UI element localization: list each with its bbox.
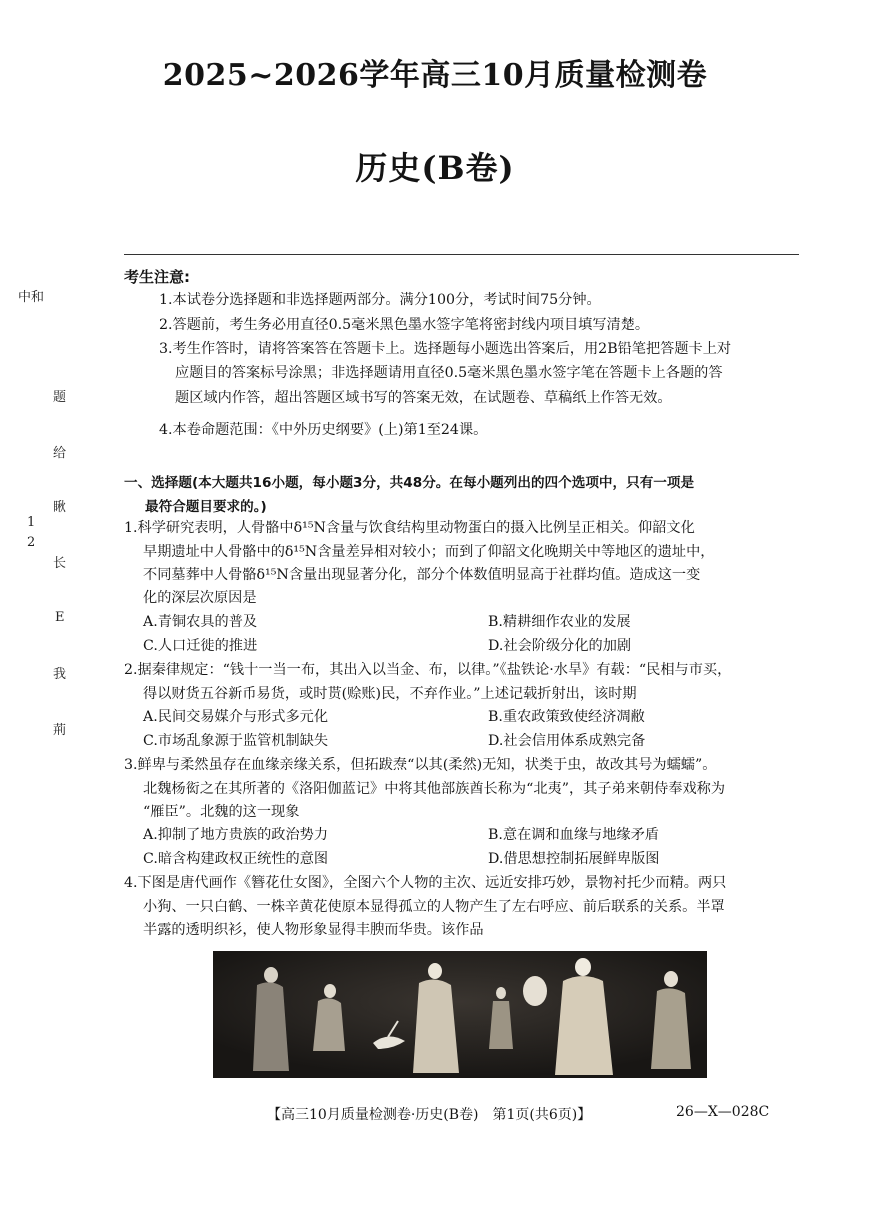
section-heading-cont: 最符合题目要求的。) <box>145 499 267 515</box>
gutter-char: 瞅 <box>53 500 67 515</box>
question-4-stem: 半露的透明织衫，使人物形象显得丰腴而华贵。该作品 <box>143 922 484 938</box>
question-3-stem: 3.鲜卑与柔然虽存在血缘亲缘关系，但拓跋焘“以其(柔然)无知，状类于虫，故改其号为蠕蠕”。 <box>124 757 717 773</box>
option-1c: C.人口迁徙的推进 <box>143 638 258 654</box>
question-1-stem: 化的深层次原因是 <box>143 590 257 606</box>
notice-line: 3.考生作答时，请将答案答在答题卡上。选择题每小题选出答案后，用2B铅笔把答题卡上对 <box>159 341 732 357</box>
option-2b: B.重农政策致使经济凋敝 <box>488 709 645 725</box>
notice-line: 2.答题前，考生务必用直径0.5毫米黑色墨水签字笔将密封线内项目填写清楚。 <box>159 317 650 333</box>
option-2c: C.市场乱象源于监管机制缺失 <box>143 733 329 749</box>
footer-code: 26—X—028C <box>676 1104 770 1120</box>
question-3-stem: 北魏杨衒之在其所著的《洛阳伽蓝记》中将其他部族酋长称为“北夷”，其子弟来朝侍奉戏称为 <box>143 781 726 797</box>
divider <box>124 254 799 255</box>
gutter-char: 荊 <box>53 723 67 738</box>
notice-line: 4.本卷命题范围：《中外历史纲要》(上)第1至24课。 <box>159 422 488 438</box>
painting-figures <box>213 951 707 1078</box>
question-4-stem: 小狗、一只白鹤、一株辛黄花使原本显得孤立的人物产生了左右呼应、前后联系的关系。半罩 <box>143 899 725 915</box>
option-3b: B.意在调和血缘与地缘矛盾 <box>488 827 659 843</box>
question-1-stem: 1.科学研究表明，人骨骼中δ¹⁵N含量与饮食结构里动物蛋白的摄入比例呈正相关。仰韶文化 <box>124 520 695 536</box>
gutter-char: 长 <box>53 556 67 571</box>
notice-heading: 考生注意: <box>124 268 190 286</box>
gutter-char: 给 <box>53 446 67 461</box>
option-1b: B.精耕细作农业的发展 <box>488 614 631 630</box>
exam-title: 2025~2026学年高三10月质量检测卷 <box>162 58 708 93</box>
option-3c: C.暗含构建政权正统性的意图 <box>143 851 329 867</box>
question-2-stem: 2.据秦律规定：“钱十一当一布，其出入以当金、布，以律。”《盐铁论·水旱》有载：“民相与市买， <box>124 662 732 678</box>
notice-line: 应题目的答案标号涂黑；非选择题请用直径0.5毫米黑色墨水签字笔在答题卡上各题的答 <box>175 365 723 381</box>
gutter-char: 题 <box>53 390 67 405</box>
question-3-stem: “雁臣”。北魏的这一现象 <box>143 804 300 820</box>
section-heading: 一、选择题(本大题共16小题，每小题3分，共48分。在每小题列出的四个选项中，只有一项是 <box>124 475 695 491</box>
notice-line: 1.本试卷分选择题和非选择题两部分。满分100分，考试时间75分钟。 <box>159 292 601 308</box>
gutter-char: E <box>55 610 65 625</box>
question-4-stem: 4.下图是唐代画作《簪花仕女图》，全图六个人物的主次、远近安排巧妙，景物衬托少而精。两只 <box>124 875 727 891</box>
option-1d: D.社会阶级分化的加剧 <box>488 638 632 654</box>
notice-line: 题区域内作答，超出答题区域书写的答案无效，在试题卷、草稿纸上作答无效。 <box>175 390 672 406</box>
option-1a: A.青铜农具的普及 <box>143 614 258 630</box>
option-2a: A.民间交易媒介与形式多元化 <box>143 709 329 725</box>
question-1-stem: 不同墓葬中人骨骼δ¹⁵N含量出现显著分化，部分个体数值明显高于社群均值。造成这一变 <box>143 567 701 583</box>
option-2d: D.社会信用体系成熟完备 <box>488 733 646 749</box>
gutter-char: 中和 <box>18 290 45 305</box>
gutter-char: 我 <box>53 667 67 682</box>
exam-subtitle: 历史(B卷) <box>355 149 515 187</box>
gutter-page-mark: 1 <box>27 515 36 530</box>
question-1-stem: 早期遗址中人骨骼中的δ¹⁵N含量差异相对较小；而到了仰韶文化晚期关中等地区的遗址中， <box>143 544 715 560</box>
page-footer: 【高三10月质量检测卷·历史(B卷) 第1页(共6页)】 <box>267 1107 592 1123</box>
option-3d: D.借思想控制拓展鲜卑版图 <box>488 851 660 867</box>
question-2-stem: 得以财货五谷新币易货，或时贳(赊账)民，不弃作业。”上述记载折射出，该时期 <box>143 686 637 702</box>
painting-image <box>213 951 707 1078</box>
option-3a: A.抑制了地方贵族的政治势力 <box>143 827 329 843</box>
gutter-page-mark: 2 <box>27 535 36 550</box>
